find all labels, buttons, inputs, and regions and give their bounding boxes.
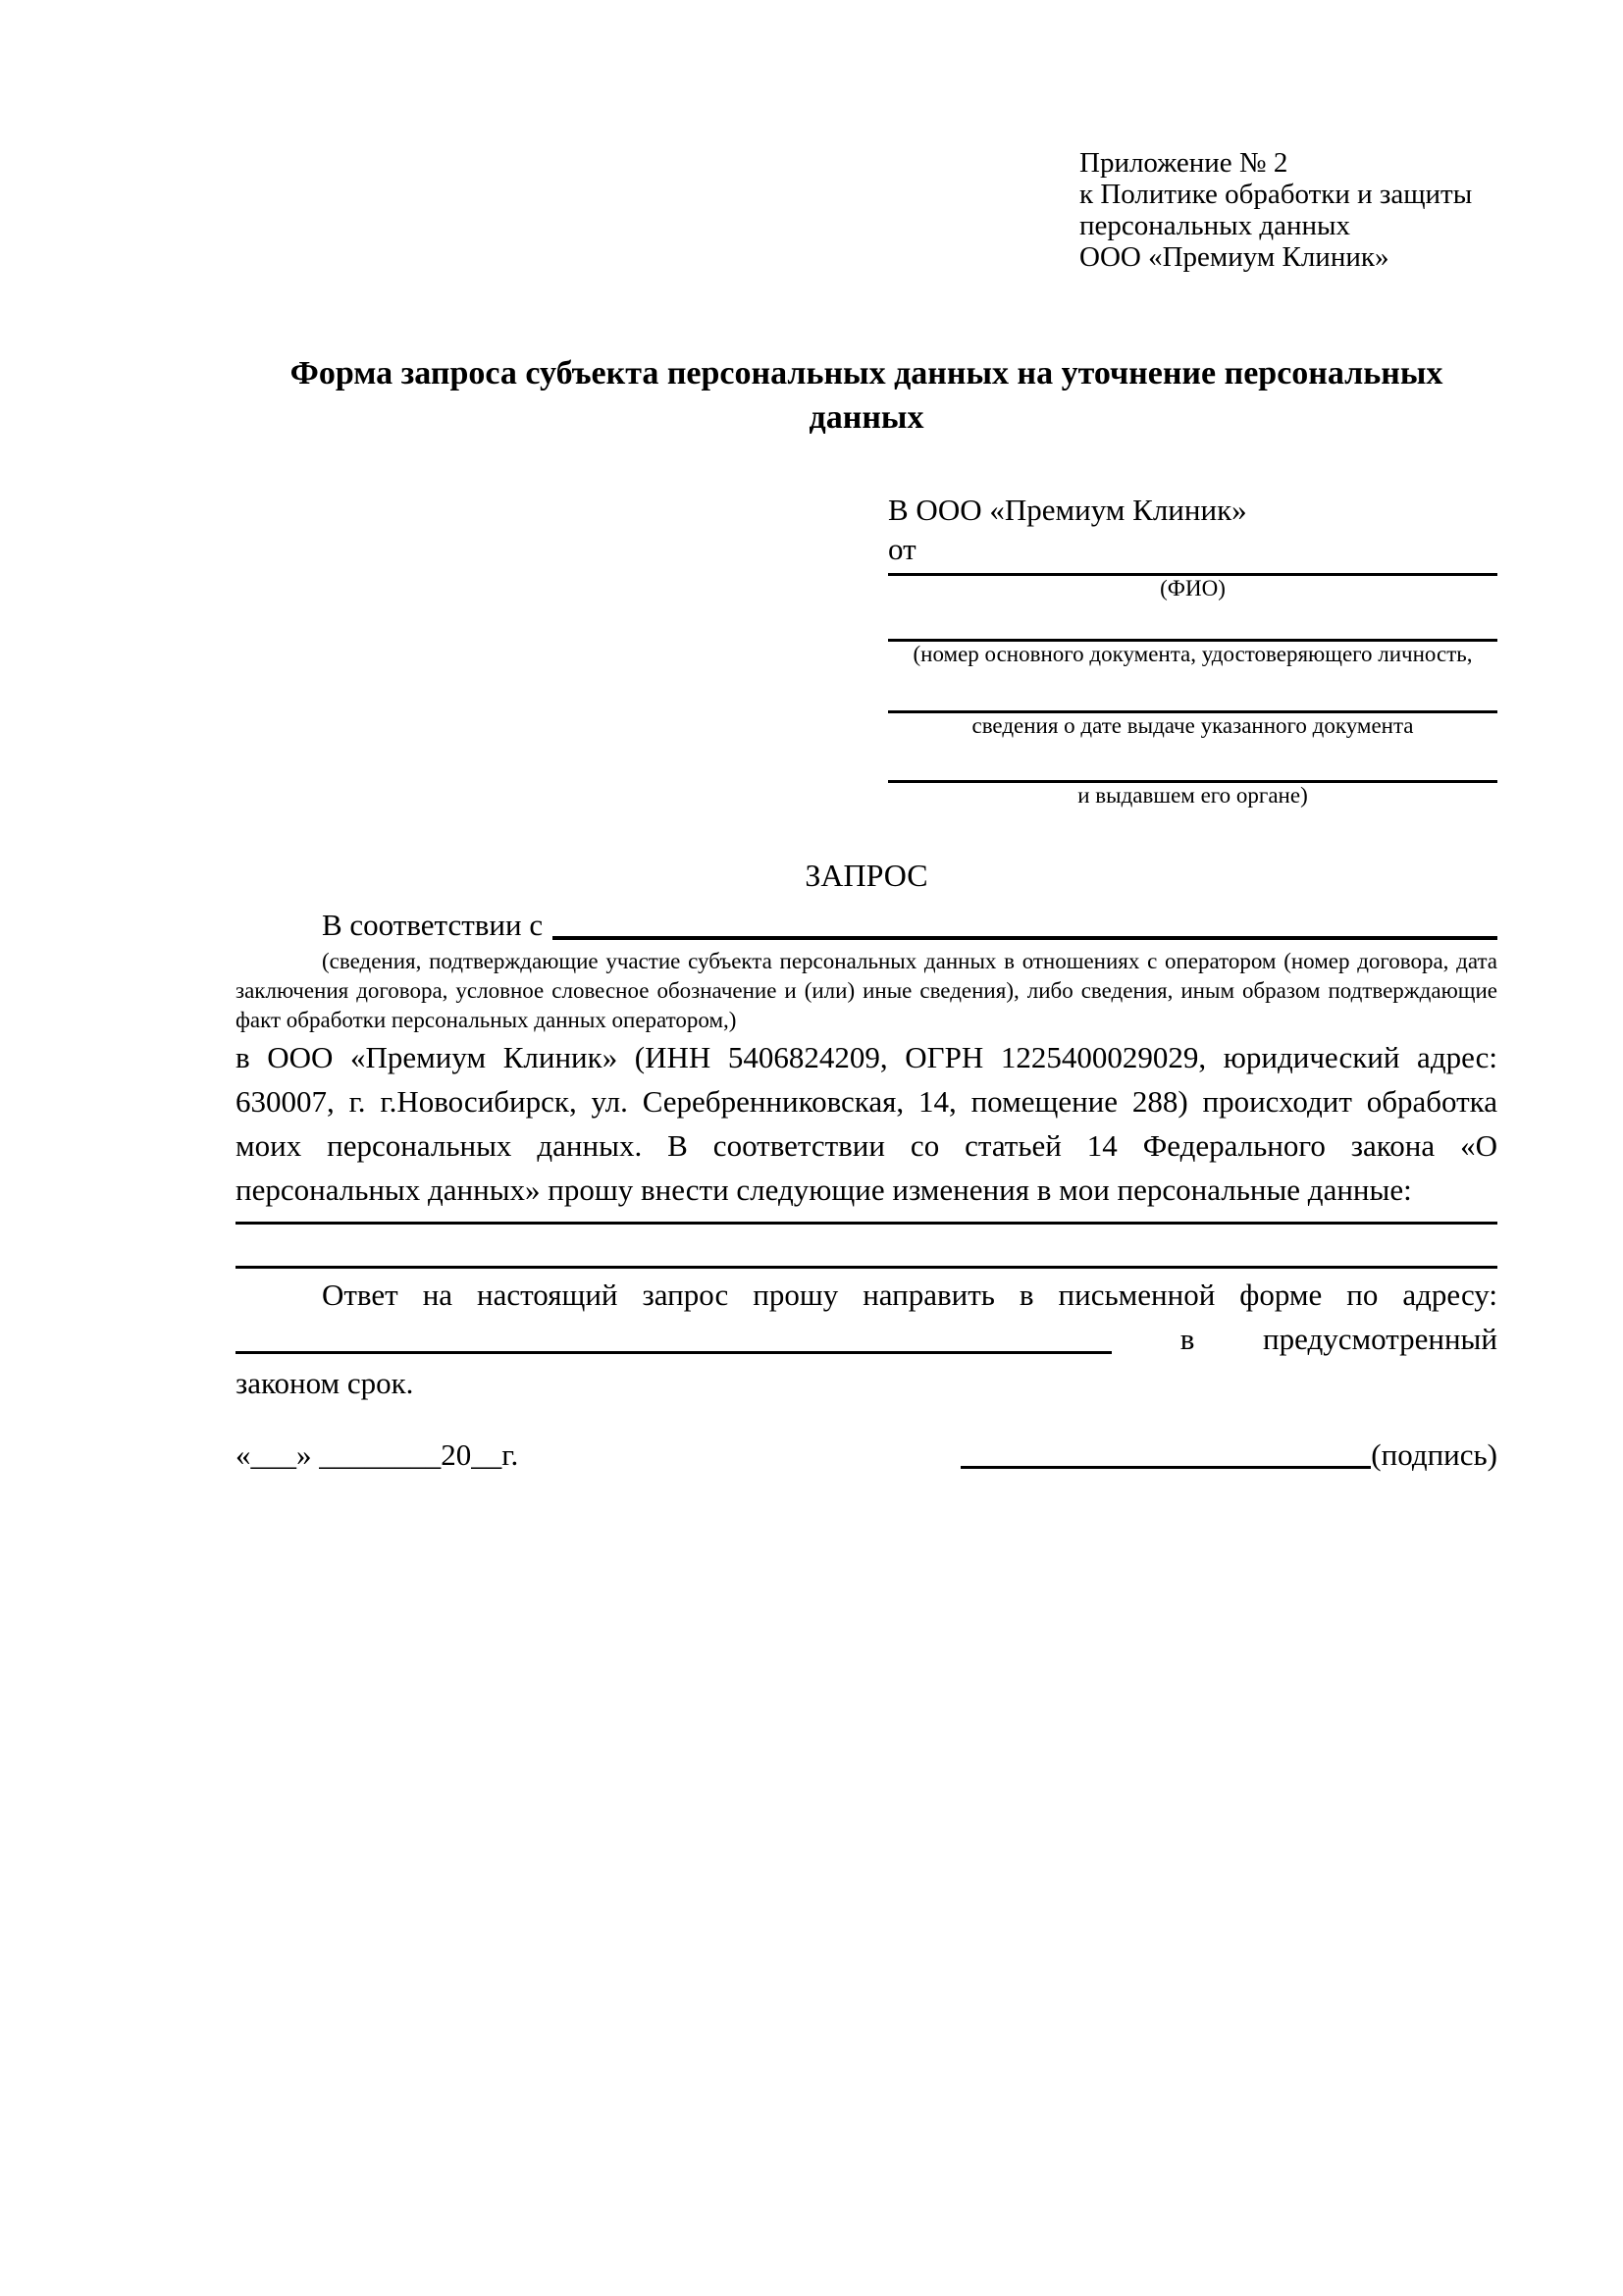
reply-address-blank-line <box>236 1317 1112 1354</box>
issuing-authority-blank-line <box>888 739 1497 783</box>
reply-address-sentence: Ответ на настоящий запрос прошу направить в письменной форме по адресу: <box>322 1278 1497 1312</box>
reply-address-line <box>236 1317 1497 1361</box>
appendix-reference-block <box>1079 147 1497 273</box>
addressee-to: В ООО «Премиум Клиник» <box>888 493 1247 527</box>
document-number-blank-line <box>888 601 1497 642</box>
accordance-blank-line <box>552 903 1497 940</box>
signature-caption: (подпись) <box>1371 1437 1497 1472</box>
date-blank-line: «___» ________20__г. <box>236 1437 519 1472</box>
fio-blank-line <box>888 569 1497 576</box>
document-number-caption: (номер основного документа, удостоверяющего личность, <box>913 642 1473 666</box>
addressee-block <box>888 491 1497 809</box>
request-body-paragraph: в ООО «Премиум Клиник» (ИНН 5406824209, ОГРН 1225400029029, юридический адрес: 630007, г. г.Новосибирск, ул. Серебренниковская, 14, помещение 288) происходит обработка моих персональных данных. В соответствии со статьей 14 Федерального закона «О персональных данных» прошу внести следующие изменения в мои персональные данные: <box>236 1040 1497 1207</box>
accordance-lead-text: В соответствии с <box>322 908 544 942</box>
changes-blank-line-1 <box>236 1212 1497 1225</box>
request-heading: ЗАПРОС <box>805 858 928 893</box>
issue-date-blank-line <box>888 667 1497 713</box>
organization-name: ООО «Премиум Клиник» <box>1079 241 1389 273</box>
reply-term-text: законом срок. <box>236 1366 414 1400</box>
appendix-number: Приложение № 2 <box>1079 147 1288 179</box>
accordance-footnote: (сведения, подтверждающие участие субъекта персональных данных в отношениях с оператором (номер договора, дата заключения договора, условное словесное обозначение и (или) иные сведения), либо сведения, иным образом подтверждающие факт обработки персональных данных оператором,) <box>236 949 1497 1032</box>
changes-blank-line-2 <box>236 1225 1497 1269</box>
accordance-line <box>236 903 1497 947</box>
date-signature-row <box>236 1433 1497 1478</box>
issue-date-caption: сведения о дате выдаче указанного документа <box>971 713 1414 738</box>
addressee-from-label: от <box>888 532 916 566</box>
fio-caption: (ФИО) <box>1160 576 1226 600</box>
signature-blank-line <box>961 1433 1371 1469</box>
policy-reference-line: персональных данных <box>1079 210 1351 241</box>
form-title: Форма запроса субъекта персональных данных на уточнение персональных данных <box>289 355 1443 436</box>
reply-word-v: в <box>1179 1322 1195 1356</box>
document-content <box>236 147 1497 1478</box>
policy-reference-line: к Политике обработки и защиты <box>1079 179 1473 210</box>
reply-word-stipulated: предусмотренный <box>1263 1322 1497 1356</box>
issuing-authority-caption: и выдавшем его органе) <box>1077 783 1308 808</box>
signature-block <box>961 1433 1497 1478</box>
